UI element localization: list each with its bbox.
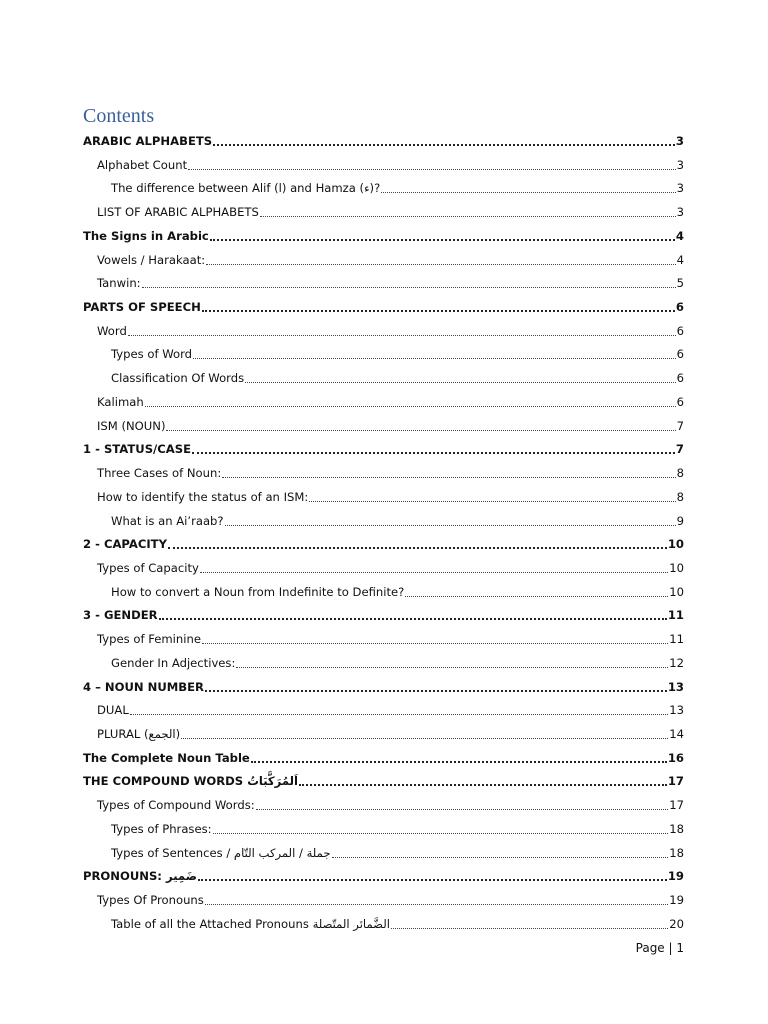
- toc-entry-page: 7: [676, 418, 684, 433]
- toc-entry-page: 8: [676, 466, 684, 481]
- toc-entry[interactable]: [83, 225, 684, 247]
- toc-entry-title: 1 - STATUS/CASE: [83, 442, 192, 457]
- dot-leader: [205, 689, 667, 692]
- toc-entry-title: Types Of Pronouns: [97, 893, 204, 908]
- toc-entry-page: 8: [676, 489, 684, 504]
- dot-leader: [198, 878, 667, 881]
- dot-leader: [202, 642, 668, 644]
- toc-entry[interactable]: [111, 581, 684, 603]
- toc-entry[interactable]: [83, 438, 684, 460]
- toc-entry-title: Three Cases of Noun:: [97, 466, 222, 481]
- toc-entry-title: Table of all the Attached Pronouns الضَّمائر المتّصلة: [111, 916, 390, 931]
- toc-entry-page: 10: [669, 584, 684, 599]
- toc-entry-title: The difference between Alif (ا) and Hamza (ء)?: [111, 181, 381, 196]
- toc-entry-page: 6: [676, 347, 684, 362]
- toc-entry-title: Types of Sentences / جملة / المركب التّام: [111, 845, 331, 860]
- toc-entry-title: How to identify the status of an ISM:: [97, 489, 309, 504]
- toc-entry-title: PLURAL (الجمع): [97, 727, 181, 741]
- toc-entry[interactable]: [83, 604, 684, 626]
- toc-entry-title: ISM (NOUN): [97, 418, 166, 433]
- toc-entry[interactable]: [97, 272, 684, 294]
- toc-entry[interactable]: [111, 842, 684, 864]
- dot-leader: [202, 309, 675, 312]
- toc-entry[interactable]: [111, 652, 684, 674]
- dot-leader: [213, 832, 669, 834]
- toc-entry-page: 13: [669, 703, 684, 718]
- toc-entry-page: 19: [667, 869, 684, 884]
- toc-entry[interactable]: [111, 343, 684, 365]
- toc-entry-page: 3: [675, 134, 684, 148]
- dot-leader: [192, 451, 675, 454]
- toc-entry[interactable]: [97, 794, 684, 816]
- toc-entry-title: ARABIC ALPHABETS: [83, 134, 213, 148]
- toc-entry[interactable]: [97, 201, 684, 223]
- dot-leader: [206, 263, 675, 265]
- toc-entry-title: PRONOUNS: ضَمِير: [83, 869, 197, 884]
- toc-entry-title: Alphabet Count: [97, 157, 188, 172]
- toc-entry[interactable]: [97, 486, 684, 508]
- dot-leader: [145, 405, 676, 407]
- toc-entry[interactable]: [111, 510, 684, 532]
- dot-leader: [332, 856, 669, 858]
- dot-leader: [168, 546, 667, 549]
- toc-entry-page: 6: [675, 300, 684, 315]
- dot-leader: [260, 215, 676, 217]
- toc-entry[interactable]: [111, 818, 684, 840]
- toc-entry-title: PARTS OF SPEECH: [83, 300, 201, 315]
- dot-leader: [405, 595, 668, 597]
- toc-entry-page: 3: [676, 181, 684, 196]
- toc-entry-title: Types of Word: [111, 347, 193, 362]
- toc-entry-page: 13: [667, 679, 684, 694]
- toc-entry-title: The Signs in Arabic: [83, 228, 209, 243]
- toc-entry-title: Kalimah: [97, 394, 144, 409]
- toc-entry[interactable]: [97, 415, 684, 437]
- toc-entry[interactable]: [97, 462, 684, 484]
- toc-entry[interactable]: [111, 177, 684, 199]
- toc-entry-page: 10: [669, 560, 684, 575]
- toc-entry[interactable]: [83, 130, 684, 152]
- toc-entry[interactable]: [97, 699, 684, 721]
- toc-entry-page: 19: [669, 893, 684, 908]
- dot-leader: [256, 808, 669, 810]
- dot-leader: [213, 143, 675, 146]
- toc-entry-page: 10: [667, 537, 684, 552]
- toc-entry[interactable]: [83, 747, 684, 769]
- toc-entry[interactable]: [111, 367, 684, 389]
- dot-leader: [222, 476, 675, 478]
- toc-entry-page: 16: [667, 750, 684, 765]
- dot-leader: [381, 191, 675, 193]
- dot-leader: [130, 713, 668, 715]
- toc-entry[interactable]: [97, 249, 684, 271]
- toc-entry[interactable]: [111, 913, 684, 935]
- toc-entry-title: Types of Phrases:: [111, 821, 212, 836]
- dot-leader: [205, 903, 668, 905]
- toc-entry-page: 6: [676, 394, 684, 409]
- toc-entry-page: 9: [676, 513, 684, 528]
- dot-leader: [299, 783, 667, 786]
- toc-entry-page: 18: [669, 821, 684, 836]
- toc-entry-title: Types of Compound Words:: [97, 798, 255, 813]
- toc-entry-page: 17: [667, 774, 684, 789]
- dot-leader: [225, 524, 676, 526]
- toc-entry[interactable]: [97, 723, 684, 745]
- dot-leader: [128, 334, 676, 336]
- dot-leader: [159, 617, 667, 620]
- dot-leader: [309, 500, 675, 502]
- page-number-footer: Page | 1: [635, 941, 684, 955]
- toc-entry-title: Classification Of Words: [111, 371, 245, 386]
- toc-entry-title: How to convert a Noun from Indefinite to Definite?: [111, 584, 405, 599]
- dot-leader: [251, 760, 667, 763]
- toc-entry[interactable]: [97, 628, 684, 650]
- toc-entry[interactable]: [97, 557, 684, 579]
- toc-entry-title: LIST OF ARABIC ALPHABETS: [97, 205, 259, 220]
- toc-entry-page: 11: [669, 632, 684, 647]
- toc-entry-title: 2 - CAPACITY: [83, 537, 167, 552]
- toc-entry-page: 11: [667, 608, 684, 623]
- toc-entry[interactable]: [83, 296, 684, 318]
- toc-entry[interactable]: [97, 889, 684, 911]
- dot-leader: [391, 927, 668, 929]
- toc-entry-page: 7: [675, 442, 684, 457]
- dot-leader: [245, 381, 675, 383]
- toc-entry-title: Tanwin:: [97, 276, 141, 291]
- toc-entry-page: 14: [669, 727, 684, 741]
- toc-entry-page: 3: [676, 157, 684, 172]
- toc-entry-title: THE COMPOUND WORDS اَلمُرَكَّبَاتُ: [83, 774, 298, 789]
- toc-entry-page: 20: [669, 916, 684, 931]
- toc-entry-title: Gender In Adjectives:: [111, 655, 236, 670]
- toc-entry-title: What is an Ai’raab?: [111, 513, 224, 528]
- toc-entry-page: 18: [669, 845, 684, 860]
- toc-entry[interactable]: [97, 320, 684, 342]
- toc-entry-page: 17: [669, 798, 684, 813]
- toc-entry-page: 4: [675, 228, 684, 243]
- toc-entry-title: Vowels / Harakaat:: [97, 252, 206, 267]
- toc-entry[interactable]: [83, 676, 684, 698]
- toc-entry-page: 6: [676, 371, 684, 386]
- dot-leader: [166, 429, 675, 431]
- toc-entry-page: 5: [676, 276, 684, 291]
- toc-entry-title: DUAL: [97, 703, 129, 718]
- toc-entry-title: The Complete Noun Table: [83, 750, 250, 765]
- toc-entry[interactable]: [83, 533, 684, 555]
- toc-entry-page: 12: [669, 655, 684, 670]
- contents-heading: Contents: [83, 105, 155, 127]
- toc-entry[interactable]: [97, 154, 684, 176]
- toc-entry-title: Word: [97, 323, 127, 338]
- toc-entry-title: Types of Capacity: [97, 560, 199, 575]
- dot-leader: [142, 286, 676, 288]
- toc-entry-page: 6: [676, 323, 684, 338]
- toc-entry-title: Types of Feminine: [97, 632, 201, 647]
- toc-entry-page: 3: [676, 205, 684, 220]
- dot-leader: [193, 357, 676, 359]
- dot-leader: [200, 571, 668, 573]
- dot-leader: [210, 238, 675, 241]
- toc-entry[interactable]: [83, 770, 684, 792]
- toc-entry-title: 3 - GENDER: [83, 608, 158, 623]
- toc-entry[interactable]: [97, 391, 684, 413]
- toc-entry-title: 4 – NOUN NUMBER: [83, 679, 204, 694]
- toc-entry-page: 4: [676, 252, 684, 267]
- toc-entry[interactable]: [83, 865, 684, 887]
- dot-leader: [236, 666, 668, 668]
- dot-leader: [181, 737, 668, 739]
- dot-leader: [188, 168, 675, 170]
